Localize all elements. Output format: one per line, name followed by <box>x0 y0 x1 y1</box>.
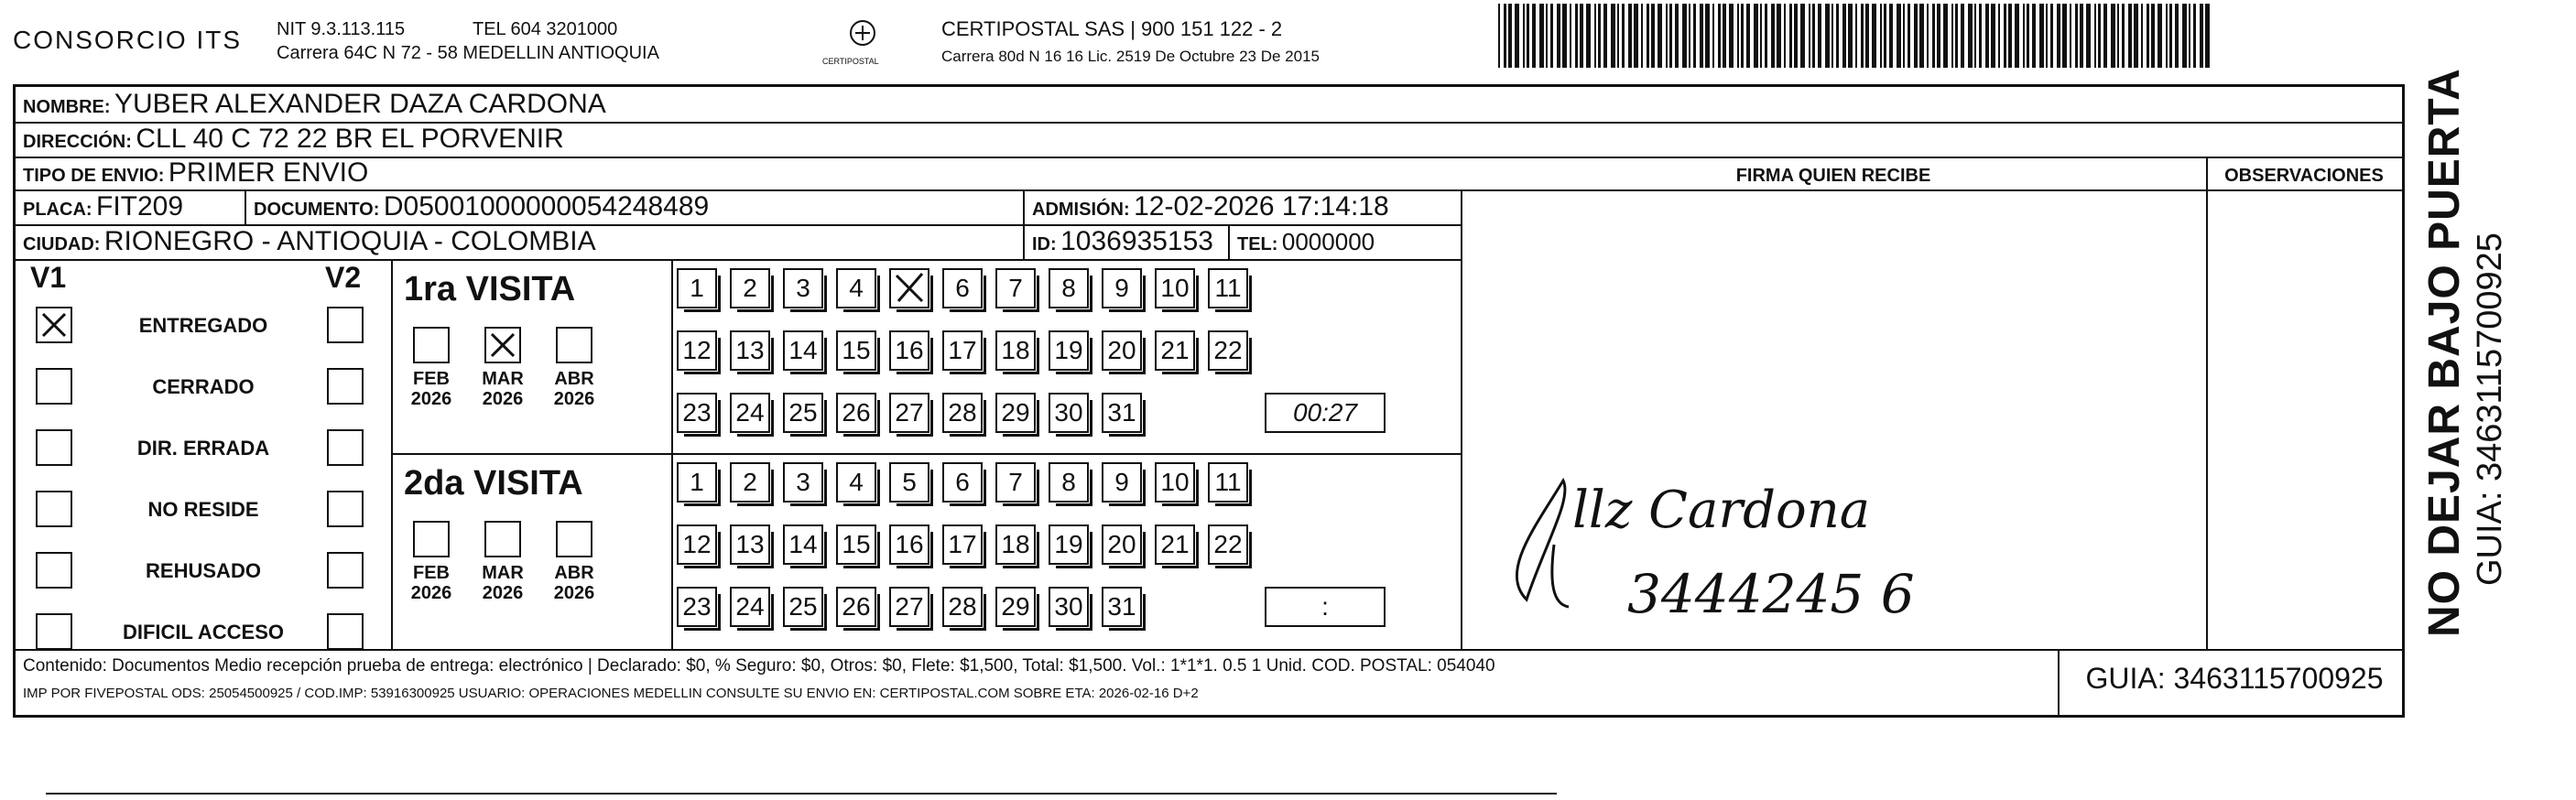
barcode-bar <box>1825 4 1830 68</box>
barcode-bar <box>1908 4 1910 68</box>
barcode-bar <box>1831 4 1833 68</box>
second-day-23[interactable]: 23 <box>677 587 717 627</box>
first-day-14[interactable]: 14 <box>783 330 823 371</box>
second-day-13[interactable]: 13 <box>730 524 770 565</box>
barcode-bar <box>1848 4 1853 68</box>
barcode-bar <box>1658 4 1662 68</box>
barcode-bar <box>1515 4 1519 68</box>
observaciones-header: OBSERVACIONES <box>2224 166 2384 186</box>
v2-checkbox-dificil-acceso[interactable] <box>327 613 364 650</box>
barcode-bar <box>1961 4 1964 68</box>
barcode-bar <box>1927 4 1929 68</box>
barcode-bar <box>1586 4 1591 68</box>
first-day-17[interactable]: 17 <box>942 330 983 371</box>
second-time-box[interactable]: : <box>1265 587 1386 627</box>
status-label: DIFICIL ACCESO <box>122 621 284 643</box>
tel-field <box>1237 226 1375 262</box>
barcode-bar <box>2023 4 2025 68</box>
barcode-bar <box>1611 4 1615 68</box>
barcode-bar <box>2032 4 2036 68</box>
barcode-bar <box>2080 4 2083 68</box>
placa-label: PLACA: <box>23 200 92 220</box>
v1-header: V1 <box>30 261 67 294</box>
first-day-8[interactable]: 8 <box>1049 268 1089 308</box>
side-guia: GUIA: 3463115700925 <box>2471 232 2509 586</box>
second-day-21[interactable]: 21 <box>1155 524 1195 565</box>
first-day-31[interactable]: 31 <box>1102 393 1142 433</box>
barcode <box>1498 4 2212 68</box>
barcode-bar <box>1794 4 1798 68</box>
barcode-bar <box>2111 4 2115 68</box>
first-month-feb[interactable] <box>413 327 450 363</box>
barcode-bar <box>1723 4 1726 68</box>
second-day-24[interactable]: 24 <box>730 587 770 627</box>
barcode-bar <box>1693 4 1696 68</box>
certipostal-logo <box>844 18 881 55</box>
v2-header: V2 <box>325 261 362 294</box>
barcode-bar <box>2070 4 2071 68</box>
second-month-abr[interactable] <box>556 521 592 557</box>
first-day-29[interactable]: 29 <box>995 393 1036 433</box>
month-label: FEB <box>413 369 450 389</box>
documento-label: DOCUMENTO: <box>254 200 380 220</box>
first-day-9[interactable]: 9 <box>1102 268 1142 308</box>
first-day-12[interactable]: 12 <box>677 330 717 371</box>
barcode-bar <box>2050 4 2053 68</box>
tel-label: TEL: <box>1237 234 1278 254</box>
barcode-bar <box>1634 4 1638 68</box>
barcode-bar <box>1943 4 1948 68</box>
year-label: 2026 <box>410 583 452 603</box>
barcode-bar <box>1651 4 1655 68</box>
barcode-bar <box>1809 4 1810 68</box>
barcode-bar <box>1705 4 1710 68</box>
year-label: 2026 <box>482 389 524 409</box>
barcode-bar <box>1641 4 1643 68</box>
bottom-rule <box>46 793 1557 795</box>
ciudad-field <box>23 226 596 262</box>
barcode-bar <box>1872 4 1876 68</box>
first-day-16[interactable]: 16 <box>889 330 929 371</box>
first-day-27[interactable]: 27 <box>889 393 929 433</box>
barcode-bar <box>1669 4 1672 68</box>
barcode-bar <box>2039 4 2044 68</box>
barcode-bar <box>1897 4 1901 68</box>
barcode-bar <box>2189 4 2190 68</box>
barcode-bar <box>2122 4 2125 68</box>
barcode-bar <box>1979 4 1982 68</box>
barcode-bar <box>1865 4 1869 68</box>
barcode-bar <box>2182 4 2187 68</box>
v1-checkbox-cerrado[interactable] <box>36 368 72 405</box>
first-day-4[interactable]: 4 <box>836 268 876 308</box>
barcode-bar <box>1675 4 1679 68</box>
first-day-2[interactable]: 2 <box>730 268 770 308</box>
barcode-bar <box>1666 4 1668 68</box>
barcode-bar <box>1594 4 1596 68</box>
barcode-bar <box>2158 4 2162 68</box>
barcode-bar <box>1771 4 1775 68</box>
company-name: CONSORCIO ITS <box>13 26 243 54</box>
footer-guia: GUIA: 3463115700925 <box>2085 662 2384 695</box>
barcode-bar <box>1729 4 1734 68</box>
year-label: 2026 <box>410 389 452 409</box>
certipostal-logo-icon <box>844 18 881 55</box>
second-day-26[interactable]: 26 <box>836 587 876 627</box>
admision-field <box>1032 191 1389 227</box>
first-day-26[interactable]: 26 <box>836 393 876 433</box>
check-x-icon <box>891 270 928 307</box>
first-month-abr[interactable] <box>556 327 592 363</box>
second-day-9[interactable]: 9 <box>1102 462 1142 503</box>
barcode-bar <box>1861 4 1864 68</box>
v2-checkbox-no-reside[interactable] <box>327 491 364 527</box>
barcode-bar <box>1598 4 1601 68</box>
barcode-bar <box>1746 4 1750 68</box>
month-label: MAR <box>482 369 524 389</box>
signature-phone: 3444245 6 <box>1627 563 1915 625</box>
second-day-30[interactable]: 30 <box>1049 587 1089 627</box>
barcode-bar <box>1622 4 1625 68</box>
nombre-field <box>23 89 606 124</box>
first-day-22[interactable]: 22 <box>1208 330 1248 371</box>
status-label: CERRADO <box>152 375 255 398</box>
barcode-bar <box>1712 4 1714 68</box>
first-month-mar[interactable] <box>484 327 521 363</box>
barcode-bar <box>2147 4 2149 68</box>
barcode-bar <box>2166 4 2168 68</box>
direccion-field <box>23 124 564 159</box>
barcode-bar <box>2075 4 2078 68</box>
second-day-18[interactable]: 18 <box>995 524 1036 565</box>
barcode-bar <box>1580 4 1583 68</box>
barcode-bar <box>2015 4 2019 68</box>
v1-checkbox-entregado[interactable] <box>36 307 72 343</box>
second-day-2[interactable]: 2 <box>730 462 770 503</box>
logo-caption: CERTIPOSTAL <box>822 57 879 66</box>
barcode-bar <box>1800 4 1805 68</box>
signature-name: llz Cardona <box>1572 481 1871 540</box>
first-day-1[interactable]: 1 <box>677 268 717 308</box>
first-day-13[interactable]: 13 <box>730 330 770 371</box>
footer-contenido: Contenido: Documentos Medio recepción prueba de entrega: electrónico | Declarado: $0, % Seguro: $0, Otros: $0, Flete: $1,500, Total: $1,500. Vol.: 1*1*1. 0.5 1 Unid. COD. POSTAL: 054040 <box>23 656 1495 676</box>
year-label: 2026 <box>482 583 524 603</box>
second-visit-title: 2da VISITA <box>404 464 583 503</box>
barcode-bar <box>1784 4 1786 68</box>
second-day-19[interactable]: 19 <box>1049 524 1089 565</box>
second-day-25[interactable]: 25 <box>783 587 823 627</box>
tipo-envio-field <box>23 157 368 193</box>
first-day-7[interactable]: 7 <box>995 268 1036 308</box>
barcode-bar <box>1968 4 1973 68</box>
barcode-bar <box>1955 4 1958 68</box>
check-x-icon <box>486 329 519 362</box>
company-tel: TEL 604 3201000 <box>473 19 618 39</box>
barcode-bar <box>2098 4 2101 68</box>
documento-field <box>254 191 709 227</box>
status-label: DIR. ERRADA <box>136 437 270 459</box>
second-day-11[interactable]: 11 <box>1208 462 1248 503</box>
barcode-bar <box>1570 4 1571 68</box>
certipostal-address: Carrera 80d N 16 16 Lic. 2519 De Octubre 23 De 2015 <box>941 48 1320 65</box>
second-day-6[interactable]: 6 <box>942 462 983 503</box>
barcode-bar <box>1718 4 1721 68</box>
barcode-bar <box>1737 4 1739 68</box>
barcode-bar <box>2134 4 2138 68</box>
second-day-5[interactable]: 5 <box>889 462 929 503</box>
barcode-bar <box>1603 4 1607 68</box>
second-day-12[interactable]: 12 <box>677 524 717 565</box>
barcode-bar <box>2200 4 2203 68</box>
barcode-bar <box>1880 4 1882 68</box>
barcode-bar <box>2128 4 2132 68</box>
ciudad-value: RIONEGRO - ANTIOQUIA - COLOMBIA <box>103 226 596 256</box>
nombre-label: NOMBRE: <box>23 97 111 117</box>
first-day-23[interactable]: 23 <box>677 393 717 433</box>
second-day-31[interactable]: 31 <box>1102 587 1142 627</box>
barcode-bar <box>2175 4 2179 68</box>
barcode-bar <box>1919 4 1924 68</box>
barcode-bar <box>1682 4 1687 68</box>
first-day-5[interactable] <box>889 268 929 308</box>
v1-checkbox-rehusado[interactable] <box>36 552 72 589</box>
status-label: REHUSADO <box>146 559 261 582</box>
barcode-bar <box>1914 4 1918 68</box>
footer-imp: IMP POR FIVEPOSTAL ODS: 25054500925 / COD.IMP: 53916300925 USUARIO: OPERACIONES MEDELLIN CONSULTE SU ENVIO EN: CERTIPOSTAL.COM SOBRE ETA: 2026-02-16 D+2 <box>23 686 1199 701</box>
barcode-bar <box>1884 4 1886 68</box>
first-day-30[interactable]: 30 <box>1049 393 1089 433</box>
barcode-bar <box>1789 4 1792 68</box>
admision-value: 12-02-2026 17:14:18 <box>1134 191 1389 222</box>
barcode-bar <box>1974 4 1976 68</box>
v2-checkbox-rehusado[interactable] <box>327 552 364 589</box>
barcode-bar <box>2205 4 2210 68</box>
year-label: 2026 <box>553 583 595 603</box>
second-day-20[interactable]: 20 <box>1102 524 1142 565</box>
second-day-16[interactable]: 16 <box>889 524 929 565</box>
barcode-bar <box>1532 4 1536 68</box>
barcode-bar <box>2193 4 2196 68</box>
barcode-bar <box>1812 4 1815 68</box>
barcode-bar <box>2062 4 2067 68</box>
first-day-3[interactable]: 3 <box>783 268 823 308</box>
id-label: ID: <box>1032 234 1057 254</box>
barcode-bar <box>1741 4 1744 68</box>
ciudad-label: CIUDAD: <box>23 234 101 254</box>
barcode-bar <box>1562 4 1567 68</box>
barcode-bar <box>1991 4 1995 68</box>
barcode-bar <box>2117 4 2119 68</box>
barcode-bar <box>1647 4 1649 68</box>
second-day-3[interactable]: 3 <box>783 462 823 503</box>
barcode-bar <box>2169 4 2172 68</box>
barcode-bar <box>1932 4 1935 68</box>
direccion-label: DIRECCIÓN: <box>23 132 132 152</box>
barcode-bar <box>1937 4 1940 68</box>
v2-checkbox-cerrado[interactable] <box>327 368 364 405</box>
second-day-15[interactable]: 15 <box>836 524 876 565</box>
barcode-bar <box>1754 4 1758 68</box>
barcode-bar <box>1504 4 1506 68</box>
status-label: NO RESIDE <box>147 498 259 521</box>
check-x-icon <box>38 308 71 341</box>
barcode-bar <box>1539 4 1544 68</box>
v1-checkbox-dificil-acceso[interactable] <box>36 613 72 650</box>
second-day-10[interactable]: 10 <box>1155 462 1195 503</box>
barcode-bar <box>1628 4 1632 68</box>
second-day-29[interactable]: 29 <box>995 587 1036 627</box>
barcode-bar <box>1836 4 1839 68</box>
barcode-bar <box>1508 4 1512 68</box>
v1-checkbox-dir-errada[interactable] <box>36 429 72 466</box>
first-day-6[interactable]: 6 <box>942 268 983 308</box>
first-day-28[interactable]: 28 <box>942 393 983 433</box>
first-day-10[interactable]: 10 <box>1155 268 1195 308</box>
v1-checkbox-no-reside[interactable] <box>36 491 72 527</box>
second-day-17[interactable]: 17 <box>942 524 983 565</box>
second-month-mar[interactable] <box>484 521 521 557</box>
v2-checkbox-entregado[interactable] <box>327 307 364 343</box>
barcode-bar <box>2103 4 2107 68</box>
documento-value: D05001000000054248489 <box>383 191 710 222</box>
barcode-bar <box>1523 4 1525 68</box>
barcode-bar <box>1903 4 1905 68</box>
barcode-bar <box>1700 4 1703 68</box>
barcode-bar <box>1842 4 1846 68</box>
barcode-bar <box>1575 4 1578 68</box>
month-label: ABR <box>554 369 594 389</box>
first-day-21[interactable]: 21 <box>1155 330 1195 371</box>
barcode-bar <box>1498 4 1500 68</box>
placa-field <box>23 191 183 227</box>
second-day-27[interactable]: 27 <box>889 587 929 627</box>
barcode-bar <box>1557 4 1560 68</box>
month-label: MAR <box>482 563 524 583</box>
barcode-bar <box>2141 4 2143 68</box>
barcode-bar <box>2057 4 2060 68</box>
barcode-bar <box>1985 4 1989 68</box>
barcode-bar <box>2008 4 2012 68</box>
placa-value: FIT209 <box>96 191 184 222</box>
first-day-15[interactable]: 15 <box>836 330 876 371</box>
month-label: FEB <box>413 563 450 583</box>
barcode-bar <box>1765 4 1767 68</box>
barcode-bar <box>1777 4 1781 68</box>
barcode-bar <box>1998 4 2000 68</box>
id-field <box>1032 226 1213 262</box>
barcode-bar <box>1546 4 1548 68</box>
tipo-envio-value: PRIMER ENVIO <box>168 157 369 188</box>
barcode-bar <box>1527 4 1529 68</box>
barcode-bar <box>2094 4 2096 68</box>
second-day-22[interactable]: 22 <box>1208 524 1248 565</box>
second-month-feb[interactable] <box>413 521 450 557</box>
first-day-19[interactable]: 19 <box>1049 330 1089 371</box>
second-day-7[interactable]: 7 <box>995 462 1036 503</box>
barcode-bar <box>2004 4 2006 68</box>
certipostal-name: CERTIPOSTAL SAS | 900 151 122 - 2 <box>941 17 1283 40</box>
barcode-bar <box>1689 4 1690 68</box>
first-time-box[interactable]: 00:27 <box>1265 393 1386 433</box>
delivery-form <box>13 84 2405 718</box>
direccion-value: CLL 40 C 72 22 BR EL PORVENIR <box>136 124 564 154</box>
company-address: Carrera 64C N 72 - 58 MEDELLIN ANTIOQUIA <box>277 43 659 63</box>
first-day-25[interactable]: 25 <box>783 393 823 433</box>
no-dejar-bajo-puerta: NO DEJAR BAJO PUERTA <box>2420 68 2469 637</box>
month-label: ABR <box>554 563 594 583</box>
first-day-24[interactable]: 24 <box>730 393 770 433</box>
barcode-bar <box>1855 4 1857 68</box>
barcode-bar <box>2027 4 2029 68</box>
v2-checkbox-dir-errada[interactable] <box>327 429 364 466</box>
second-day-28[interactable]: 28 <box>942 587 983 627</box>
tel-value: 0000000 <box>1281 228 1375 255</box>
barcode-bar <box>1617 4 1619 68</box>
second-day-1[interactable]: 1 <box>677 462 717 503</box>
barcode-bar <box>2086 4 2091 68</box>
barcode-bar <box>2151 4 2155 68</box>
status-label: ENTREGADO <box>138 314 268 337</box>
firma-header: FIRMA QUIEN RECIBE <box>1735 166 1931 186</box>
barcode-bar <box>2046 4 2048 68</box>
barcode-bar <box>1951 4 1953 68</box>
year-label: 2026 <box>553 389 595 409</box>
barcode-bar <box>1889 4 1893 68</box>
first-day-20[interactable]: 20 <box>1102 330 1142 371</box>
second-day-14[interactable]: 14 <box>783 524 823 565</box>
nombre-value: YUBER ALEXANDER DAZA CARDONA <box>114 89 606 119</box>
first-day-11[interactable]: 11 <box>1208 268 1248 308</box>
barcode-bar <box>1760 4 1762 68</box>
first-visit-title: 1ra VISITA <box>404 270 576 308</box>
first-day-18[interactable]: 18 <box>995 330 1036 371</box>
barcode-bar <box>1818 4 1821 68</box>
admision-label: ADMISIÓN: <box>1032 200 1130 220</box>
tipo-envio-label: TIPO DE ENVIO: <box>23 166 165 186</box>
second-day-4[interactable]: 4 <box>836 462 876 503</box>
second-day-8[interactable]: 8 <box>1049 462 1089 503</box>
id-value: 1036935153 <box>1060 226 1213 256</box>
barcode-bar <box>1550 4 1553 68</box>
company-nit: NIT 9.3.113.115 <box>277 19 406 39</box>
